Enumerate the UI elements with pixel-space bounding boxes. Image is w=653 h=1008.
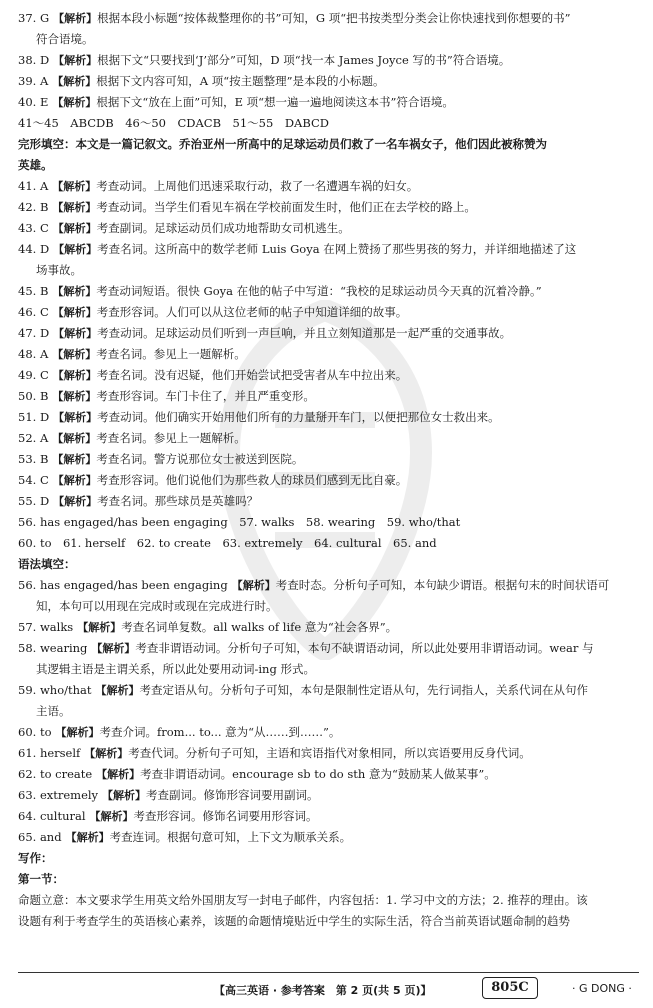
grammar-item-text: 知，本句可以用现在完成时或现在完成进行时。 (36, 599, 278, 613)
analysis-tag: 【解析】 (52, 369, 97, 382)
cloze-item-line (18, 323, 640, 344)
cloze-item-text: 考查动词。当学生们看见车祸在学校前面发生时，他们正在去学校的路上。 (96, 200, 476, 214)
cloze-item-text: 考查名词。参见上一题解析。 (96, 431, 246, 445)
cloze-item-line (18, 239, 640, 260)
answer-item-text: 根据下文“放在上面”可知，E 项“想一遍一遍地阅读这本书”符合语境。 (96, 95, 454, 109)
cloze-item-text: 考查副词。足球运动员们成功地帮助女司机逃生。 (96, 221, 350, 235)
grammar-item-line (18, 701, 640, 722)
grammar-heading-text: 语法填空： (18, 557, 76, 571)
grammar-item-line (18, 617, 640, 638)
answer-key-text: 41～45 ABCDB 46～50 CDACB 51～55 DABCD (18, 116, 330, 130)
cloze-item-number: 53. B (18, 452, 49, 466)
analysis-tag: 【解析】 (65, 831, 110, 844)
analysis-tag: 【解析】 (53, 12, 98, 25)
cloze-item-number: 50. B (18, 389, 49, 403)
grammar-item-text: 其逻辑主语是主谓关系，所以此处要用动词-ing 形式。 (36, 662, 315, 676)
grammar-item-line (18, 827, 640, 848)
cloze-item-text: 考查名词。这所高中的数学老师 Luis Goya 在网上赞扬了那些男孩的努力，并详细地描述了这 (97, 242, 577, 256)
grammar-item-line (18, 785, 640, 806)
fill-answers-line (18, 533, 640, 554)
analysis-tag: 【解析】 (84, 747, 129, 760)
intent-line (18, 890, 640, 911)
fill-answers-line (18, 512, 640, 533)
analysis-tag: 【解析】 (96, 768, 141, 781)
cloze-item-number: 48. A (18, 347, 49, 361)
answer-item-line (18, 71, 640, 92)
grammar-item-number: 57. walks (18, 620, 74, 634)
section-one-text: 第一节： (18, 872, 64, 886)
grammar-item-number: 58. wearing (18, 641, 88, 655)
analysis-tag: 【解析】 (77, 621, 122, 634)
analysis-tag: 【解析】 (91, 642, 136, 655)
cloze-item-line (18, 470, 640, 491)
grammar-item-number: 63. extremely (18, 788, 99, 802)
cloze-item-number: 46. C (18, 305, 49, 319)
grammar-item-text: 考查非谓语动词。分析句子可知，本句不缺谓语动词，所以此处要用非谓语动词。wear 与 (135, 641, 594, 655)
cloze-item-line (18, 491, 640, 512)
cloze-heading-text: 英雄。 (18, 158, 53, 172)
answer-key-line (18, 113, 640, 134)
writing-heading (18, 848, 640, 869)
writing-heading-text: 写作： (18, 851, 53, 865)
grammar-item-line (18, 638, 640, 659)
cloze-item-text: 考查动词。上周他们迅速采取行动，救了一名遭遇车祸的妇女。 (96, 179, 419, 193)
footer-brand: · G DONG · (572, 982, 632, 995)
intent-text: 设题有利于考查学生的英语核心素养，该题的命题情境贴近中学生的实际生活，符合当前英语试题命制的趋势 (18, 914, 570, 928)
analysis-tag: 【解析】 (55, 726, 100, 739)
cloze-item-text: 考查名词。参见上一题解析。 (96, 347, 246, 361)
cloze-item-number: 41. A (18, 179, 49, 193)
cloze-item-text: 场事故。 (36, 263, 82, 277)
cloze-item-line (18, 302, 640, 323)
analysis-tag: 【解析】 (102, 789, 147, 802)
cloze-item-line (18, 197, 640, 218)
cloze-heading (18, 134, 640, 155)
analysis-tag: 【解析】 (52, 285, 97, 298)
cloze-item-line (18, 176, 640, 197)
cloze-item-number: 47. D (18, 326, 50, 340)
answer-item-text: 符合语境。 (36, 32, 94, 46)
cloze-item-line (18, 449, 640, 470)
grammar-item-text: 考查时态。分析句子可知，本句缺少谓语。根据句末的时间状语可 (275, 578, 610, 592)
cloze-item-text: 考查形容词。车门卡住了，并且严重变形。 (96, 389, 315, 403)
grammar-item-text: 考查代词。分析句子可知，主语和宾语指代对象相同，所以宾语要用反身代词。 (128, 746, 531, 760)
grammar-item-text: 考查名词单复数。all walks of life 意为“社会各界”。 (121, 620, 398, 634)
answer-item-text: 根据本段小标题“按体裁整理你的书”可知，G 项“把书按类型分类会让你快速找到你想要的书” (97, 11, 571, 25)
cloze-item-number: 55. D (18, 494, 50, 508)
analysis-tag: 【解析】 (53, 54, 98, 67)
analysis-tag: 【解析】 (89, 810, 134, 823)
cloze-item-number: 49. C (18, 368, 49, 382)
cloze-item-number: 42. B (18, 200, 49, 214)
analysis-tag: 【解析】 (52, 348, 97, 361)
grammar-item-line (18, 659, 640, 680)
cloze-item-number: 44. D (18, 242, 50, 256)
cloze-item-text: 考查动词短语。很快 Goya 在他的帖子中写道：“我校的足球运动员今天真的沉着冷静。” (96, 284, 542, 298)
analysis-tag: 【解析】 (52, 390, 97, 403)
answer-item-text: 根据下文内容可知，A 项“按主题整理”是本段的小标题。 (96, 74, 385, 88)
analysis-tag: 【解析】 (52, 222, 97, 235)
grammar-item-text: 考查定语从句。分析句子可知，本句是限制性定语从句，先行词指人，关系代词在从句作 (139, 683, 588, 697)
grammar-heading (18, 554, 640, 575)
cloze-item-line (18, 428, 640, 449)
analysis-tag: 【解析】 (52, 453, 97, 466)
cloze-item-line (18, 281, 640, 302)
answer-item-line (18, 8, 640, 29)
grammar-item-text: 考查介词。from... to... 意为“从……到……”。 (99, 725, 341, 739)
intent-text: 命题立意：本文要求学生用英文给外国朋友写一封电子邮件，内容包括：1. 学习中文的方法；2. 推荐的理由。该 (18, 893, 588, 907)
grammar-item-line (18, 722, 640, 743)
cloze-item-line (18, 344, 640, 365)
grammar-item-number: 64. cultural (18, 809, 86, 823)
grammar-item-number: 56. has engaged/has been engaging (18, 578, 228, 592)
grammar-item-text: 考查副词。修饰形容词要用副词。 (146, 788, 319, 802)
analysis-tag: 【解析】 (95, 684, 140, 697)
grammar-item-line (18, 806, 640, 827)
grammar-item-text: 主语。 (36, 704, 71, 718)
analysis-tag: 【解析】 (52, 96, 97, 109)
grammar-item-number: 61. herself (18, 746, 81, 760)
cloze-item-line (18, 386, 640, 407)
grammar-item-line (18, 596, 640, 617)
intent-line (18, 911, 640, 932)
grammar-item-line (18, 743, 640, 764)
footer-code-badge: 805C (482, 977, 538, 999)
cloze-item-line (18, 260, 640, 281)
analysis-tag: 【解析】 (52, 180, 97, 193)
analysis-tag: 【解析】 (53, 495, 98, 508)
cloze-item-number: 45. B (18, 284, 49, 298)
grammar-item-number: 59. who/that (18, 683, 92, 697)
analysis-tag: 【解析】 (53, 327, 98, 340)
cloze-item-line (18, 407, 640, 428)
answer-content (18, 8, 640, 932)
grammar-item-text: 考查连词。根据句意可知，上下文为顺承关系。 (109, 830, 352, 844)
answer-item-number: 39. A (18, 74, 49, 88)
cloze-item-text: 考查名词。没有迟疑，他们开始尝试把受害者从车中拉出来。 (96, 368, 408, 382)
analysis-tag: 【解析】 (52, 432, 97, 445)
grammar-item-text: 考查形容词。修饰名词要用形容词。 (133, 809, 318, 823)
analysis-tag: 【解析】 (52, 474, 97, 487)
footer-page-info: 【高三英语 · 参考答案 第 2 页(共 5 页)】 (214, 984, 432, 997)
answer-item-line (18, 29, 640, 50)
grammar-item-number: 65. and (18, 830, 62, 844)
answer-item-line (18, 92, 640, 113)
cloze-item-text: 考查名词。警方说那位女士被送到医院。 (96, 452, 304, 466)
cloze-item-number: 51. D (18, 410, 50, 424)
analysis-tag: 【解析】 (53, 411, 98, 424)
cloze-item-line (18, 365, 640, 386)
cloze-item-line (18, 218, 640, 239)
cloze-heading-text: 完形填空：本文是一篇记叙文。乔治亚州一所高中的足球运动员们救了一名车祸女子，他们因此被称赞为 (18, 137, 547, 151)
grammar-item-line (18, 680, 640, 701)
analysis-tag: 【解析】 (52, 75, 97, 88)
cloze-item-text: 考查动词。足球运动员们听到一声巨响，并且立刻知道那是一起严重的交通事故。 (97, 326, 512, 340)
fill-answers-text: 60. to 61. herself 62. to create 63. extremely 64. cultural 65. and (18, 536, 437, 550)
grammar-item-line (18, 764, 640, 785)
answer-item-line (18, 50, 640, 71)
answer-item-number: 37. G (18, 11, 50, 25)
answer-item-number: 40. E (18, 95, 49, 109)
cloze-item-text: 考查动词。他们确实开始用他们所有的力量掰开车门，以便把那位女士救出来。 (97, 410, 500, 424)
footer-rule (18, 972, 639, 973)
grammar-item-line (18, 575, 640, 596)
analysis-tag: 【解析】 (52, 201, 97, 214)
cloze-item-number: 54. C (18, 473, 49, 487)
answer-item-number: 38. D (18, 53, 50, 67)
cloze-item-text: 考查名词。那些球员是英雄吗？ (97, 494, 259, 508)
answer-item-text: 根据下文“只要找到‘J’部分”可知，D 项“找一本 James Joyce 写的书”符合语境。 (97, 53, 511, 67)
cloze-heading (18, 155, 640, 176)
grammar-item-number: 60. to (18, 725, 52, 739)
fill-answers-text: 56. has engaged/has been engaging 57. walks 58. wearing 59. who/that (18, 515, 461, 529)
section-one-heading (18, 869, 640, 890)
cloze-item-text: 考查形容词。他们说他们为那些救人的球员们感到无比自豪。 (96, 473, 408, 487)
page-footer (0, 970, 653, 1000)
cloze-item-number: 43. C (18, 221, 49, 235)
cloze-item-number: 52. A (18, 431, 49, 445)
analysis-tag: 【解析】 (231, 579, 276, 592)
analysis-tag: 【解析】 (53, 243, 98, 256)
grammar-item-text: 考查非谓语动词。encourage sb to do sth 意为“鼓励某人做某事”。 (140, 767, 496, 781)
grammar-item-number: 62. to create (18, 767, 93, 781)
analysis-tag: 【解析】 (52, 306, 97, 319)
cloze-item-text: 考查形容词。人们可以从这位老师的帖子中知道详细的故事。 (96, 305, 408, 319)
